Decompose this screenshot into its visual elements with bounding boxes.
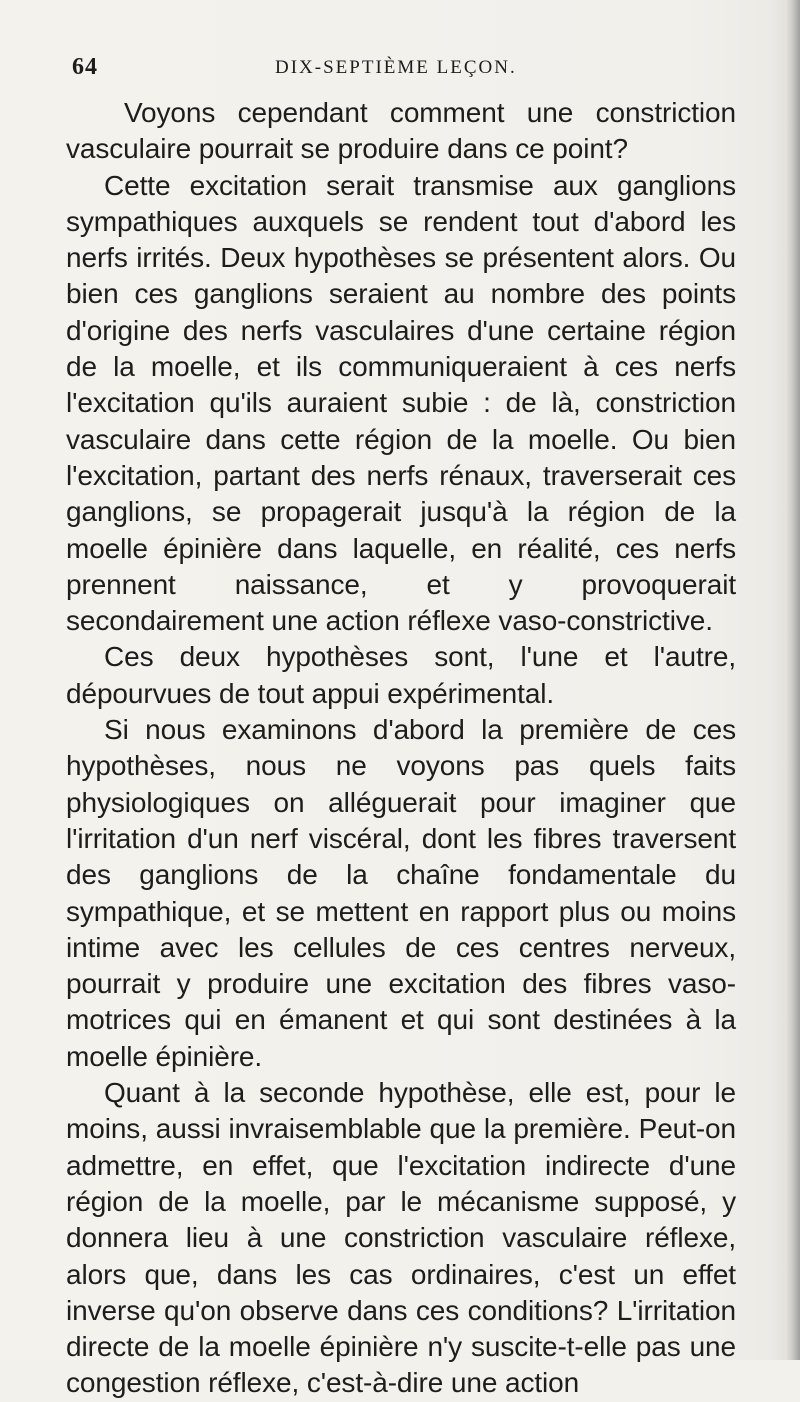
paragraph: Cette excitation serait transmise aux ganglions sympathiques auxquels se rendent tout d'abord les nerfs irrités. Deux hypothèses se présentent alors. Ou bien ces ganglions seraient au nombre des points d'origine des nerfs vasculaires d'une certaine région de la moelle, et ils communiqueraient à ces nerfs l'excitation qu'ils auraient subie : de là, constriction vasculaire dans cette région de la moelle. Ou bien l'excitation, partant des nerfs rénaux, traverserait ces ganglions, se propagerait jusqu'à la région de la moelle épinière dans laquelle, en réalité, ces nerfs prennent naissance, et y provoquerait secondairement une action réflexe vaso-constrictive.	[66, 169, 736, 637]
paragraph: Si nous examinons d'abord la première de ces hypothèses, nous ne voyons pas quels faits physiologiques on alléguerait pour imaginer que l'irritation d'un nerf viscéral, dont les fibres traversent des ganglions de la chaîne fondamentale du sympathique, et se mettent en rapport plus ou moins intime avec les cellules de ces centres nerveux, pourrait y produire une excitation des fibres vaso-motrices qui en émanent et qui sont destinées à la moelle épinière.	[66, 714, 736, 1072]
page-edge-shadow	[786, 0, 800, 1360]
paragraph: Voyons cependant comment une constriction vasculaire pourrait se produire dans ce point?	[66, 97, 736, 165]
page-header	[72, 54, 732, 88]
paragraph: Quant à la seconde hypothèse, elle est, pour le moins, aussi invraisemblable que la première. Peut-on admettre, en effet, que l'excitation indirecte d'une région de la moelle, par le mécanisme supposé, y donnera lieu à une constriction vasculaire réflexe, alors que, dans les cas ordinaires, c'est un effet inverse qu'on observe dans ces conditions? L'irritation directe de la moelle épinière n'y suscite-t-elle pas une congestion réflexe, c'est-à-dire une action	[66, 1077, 736, 1399]
running-head: DIX-SEPTIÈME LEÇON.	[275, 57, 517, 78]
paragraph: Ces deux hypothèses sont, l'une et l'autre, dépourvues de tout appui expérimental.	[66, 641, 736, 709]
page-number: 64	[72, 54, 98, 80]
body-text	[66, 95, 736, 1402]
